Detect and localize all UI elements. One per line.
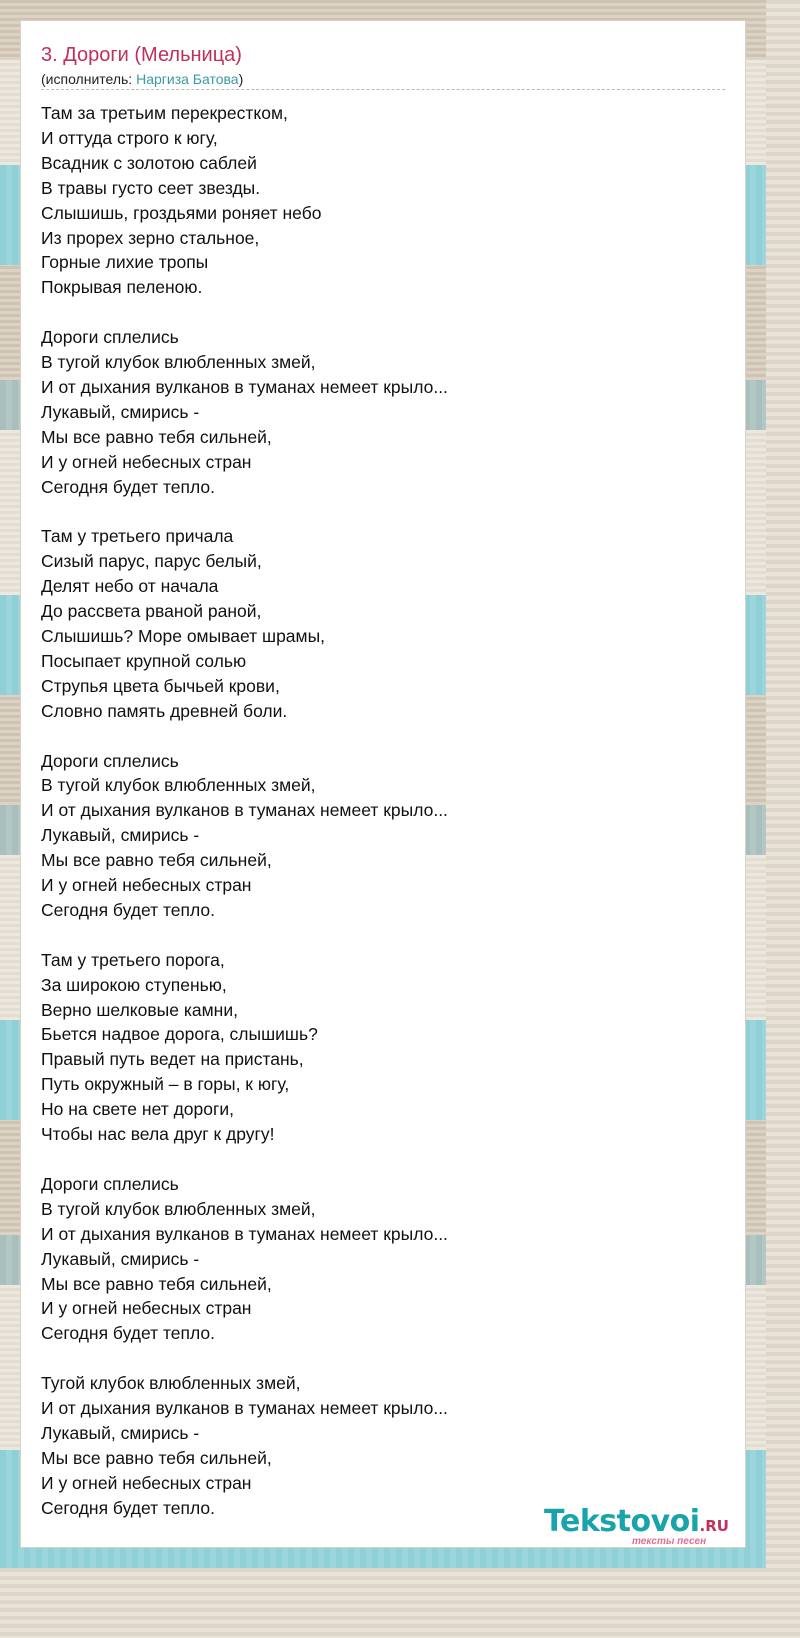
lyric-line: Покрывая пеленою.	[41, 277, 203, 298]
lyric-line: Дороги сплелись	[41, 750, 179, 771]
lyric-line: И у огней небесных стран	[41, 1472, 252, 1493]
lyric-line: Лукавый, смирись -	[41, 825, 200, 846]
logo-suffix: .RU	[699, 1517, 729, 1535]
lyric-line: Струпья цвета бычьей крови,	[41, 675, 280, 696]
lyric-line: Дороги сплелись	[41, 1173, 179, 1194]
lyric-line: Горные лихие тропы	[41, 252, 209, 273]
lyric-line: И от дыхания вулканов в туманах немеет крыло...	[41, 1398, 448, 1419]
lyric-line: Сизый парус, парус белый,	[41, 551, 262, 572]
lyric-line: В травы густо сеет звезды.	[41, 177, 261, 198]
title-divider	[41, 89, 725, 90]
lyric-line: В тугой клубок влюбленных змей,	[41, 1198, 316, 1219]
lyric-line: До рассвета рваной раной,	[41, 601, 262, 622]
lyric-line: Из прорех зерно стальное,	[41, 227, 260, 248]
lyric-line: Дороги сплелись	[41, 327, 179, 348]
lyric-line: Сегодня будет тепло.	[41, 1497, 216, 1518]
lyric-line: Лукавый, смирись -	[41, 1248, 200, 1269]
lyric-line: Мы все равно тебя сильней,	[41, 850, 272, 871]
lyrics-card	[20, 20, 746, 1548]
lyric-stanza	[41, 948, 721, 1147]
lyric-line: Делят небо от начала	[41, 576, 219, 597]
performer-line	[41, 70, 243, 88]
lyric-line: Лукавый, смирись -	[41, 401, 200, 422]
logo-tagline: тексты песен	[632, 1536, 707, 1547]
lyric-line: В тугой клубок влюбленных змей,	[41, 352, 316, 373]
lyric-line: Сегодня будет тепло.	[41, 899, 216, 920]
lyric-line: И у огней небесных стран	[41, 451, 252, 472]
lyric-line: И у огней небесных стран	[41, 1298, 252, 1319]
lyric-line: Чтобы нас вела друг к другу!	[41, 1124, 275, 1145]
lyric-line: За широкою ступенью,	[41, 974, 227, 995]
lyric-stanza	[41, 524, 721, 723]
lyric-line: Там за третьим перекрестком,	[41, 103, 288, 123]
lyric-stanza	[41, 749, 721, 923]
lyric-line: И у огней небесных стран	[41, 875, 252, 896]
lyric-stanza	[41, 101, 721, 300]
site-logo[interactable]	[544, 1505, 744, 1547]
lyric-line: Там у третьего причала	[41, 526, 234, 547]
lyric-line: Мы все равно тебя сильней,	[41, 1447, 272, 1468]
lyric-line: И от дыхания вулканов в туманах немеет крыло...	[41, 376, 448, 397]
performer-link[interactable]: Наргиза Батова	[136, 71, 239, 87]
lyric-stanza	[41, 325, 721, 499]
lyric-line: Там у третьего порога,	[41, 949, 225, 970]
lyric-line: Мы все равно тебя сильней,	[41, 426, 272, 447]
lyric-line: Всадник с золотою саблей	[41, 152, 257, 173]
lyric-line: Слышишь, гроздьями роняет небо	[41, 202, 322, 223]
lyric-line: Мы все равно тебя сильней,	[41, 1273, 272, 1294]
lyric-line: И от дыхания вулканов в туманах немеет крыло...	[41, 800, 448, 821]
lyric-line: В тугой клубок влюбленных змей,	[41, 775, 316, 796]
lyric-line: Сегодня будет тепло.	[41, 476, 216, 497]
lyrics-body	[41, 101, 721, 1545]
lyric-line: Словно память древней боли.	[41, 700, 288, 721]
lyric-stanza	[41, 1172, 721, 1346]
lyric-line: Посыпает крупной солью	[41, 650, 247, 671]
lyric-line: Правый путь ведет на пристань,	[41, 1049, 304, 1070]
lyric-line: Сегодня будет тепло.	[41, 1323, 216, 1344]
lyric-line: Лукавый, смирись -	[41, 1422, 200, 1443]
lyric-line: Слышишь? Море омывает шрамы,	[41, 626, 326, 646]
lyric-line: И от дыхания вулканов в туманах немеет крыло...	[41, 1223, 448, 1244]
performer-suffix: )	[238, 71, 244, 87]
song-title: 3. Дороги (Мельница)	[41, 44, 242, 66]
logo-main-text: Tekstovoi	[544, 1504, 700, 1539]
lyric-line: Верно шелковые камни,	[41, 999, 238, 1020]
lyric-line: Бьется надвое дорога, слышишь?	[41, 1024, 318, 1045]
lyric-line: И оттуда строго к югу,	[41, 127, 218, 148]
performer-prefix: (исполнитель:	[41, 71, 137, 87]
lyric-line: Путь окружный – в горы, к югу,	[41, 1074, 290, 1095]
lyric-line: Но на свете нет дороги,	[41, 1099, 235, 1120]
lyric-stanza	[41, 1371, 721, 1520]
lyric-line: Тугой клубок влюбленных змей,	[41, 1373, 301, 1394]
